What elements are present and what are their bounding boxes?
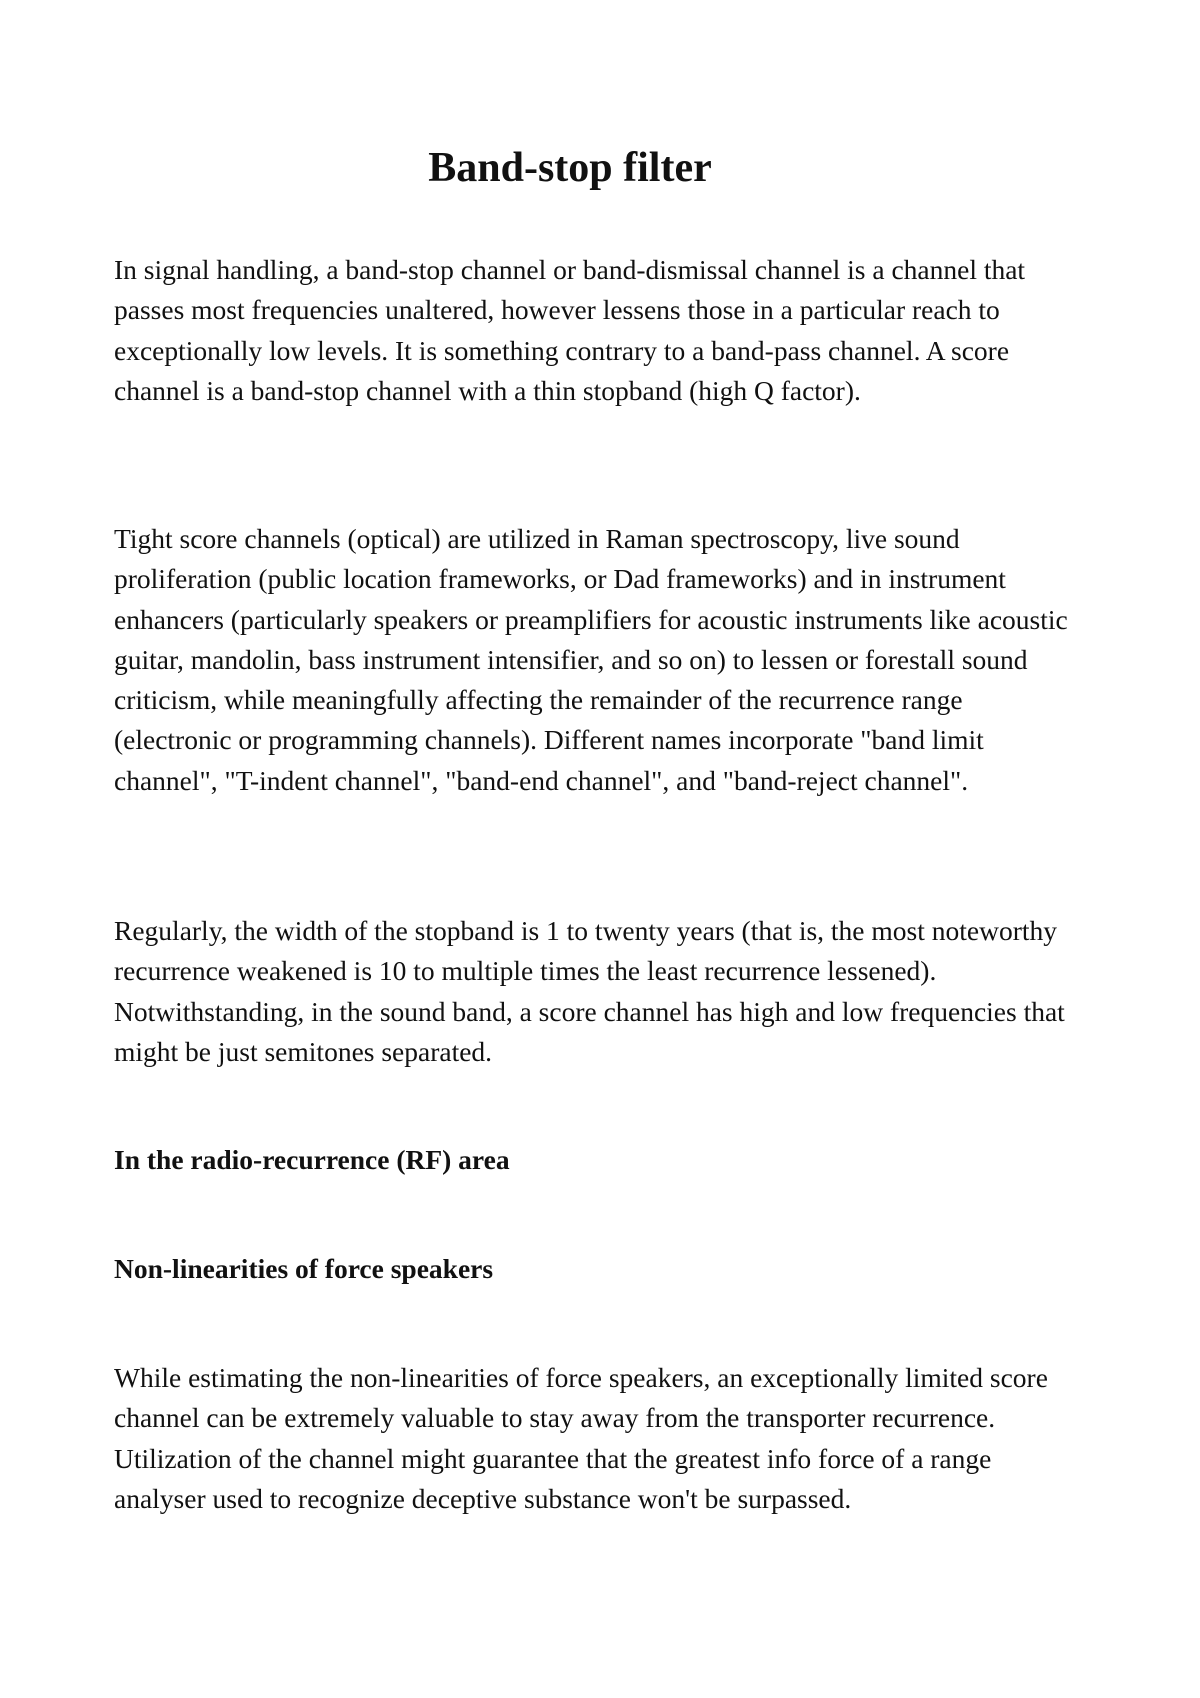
paragraph-applications: Tight score channels (optical) are utilized in Raman spectroscopy, live sound proliferation (public location frameworks, or Dad frameworks) and in instrument enhancers (particularly speakers or preamplifiers for acoustic instruments like acoustic guitar, mandolin, bass instrument intensifier, and so on) to lessen or forestall sound criticism, while meaningfully affecting the remainder of the recurrence range (electronic or programming channels). Different names incorporate "band limit channel", "T-indent channel", "band-end channel", and "band-reject channel". — [114, 523, 1068, 796]
heading-speaker-nonlinearities: Non-linearities of force speakers — [114, 1253, 494, 1284]
heading-rf-area: In the radio-recurrence (RF) area — [114, 1144, 510, 1175]
paragraph-stopband-width: Regularly, the width of the stopband is 1 to twenty years (that is, the most noteworthy recurrence weakened is 10 to multiple times the least recurrence lessened). Notwithstanding, in the sound band, a score channel has high and low frequencies that might be just semitones separated. — [114, 915, 1065, 1067]
paragraph-intro: In signal handling, a band-stop channel or band-dismissal channel is a channel that passes most frequencies unaltered, however lessens those in a particular reach to exceptionally low levels. It is something contrary to a band-pass channel. A score channel is a band-stop channel with a thin stopband (high Q factor). — [114, 254, 1026, 406]
paragraph-speaker-measurement: While estimating the non-linearities of force speakers, an exceptionally limited score channel can be extremely valuable to stay away from the transporter recurrence. Utilization of the channel might guarantee that the greatest info force of a range analyser used to recognize deceptive substance won't be surpassed. — [114, 1362, 1048, 1514]
page-title: Band-stop filter — [428, 145, 712, 191]
